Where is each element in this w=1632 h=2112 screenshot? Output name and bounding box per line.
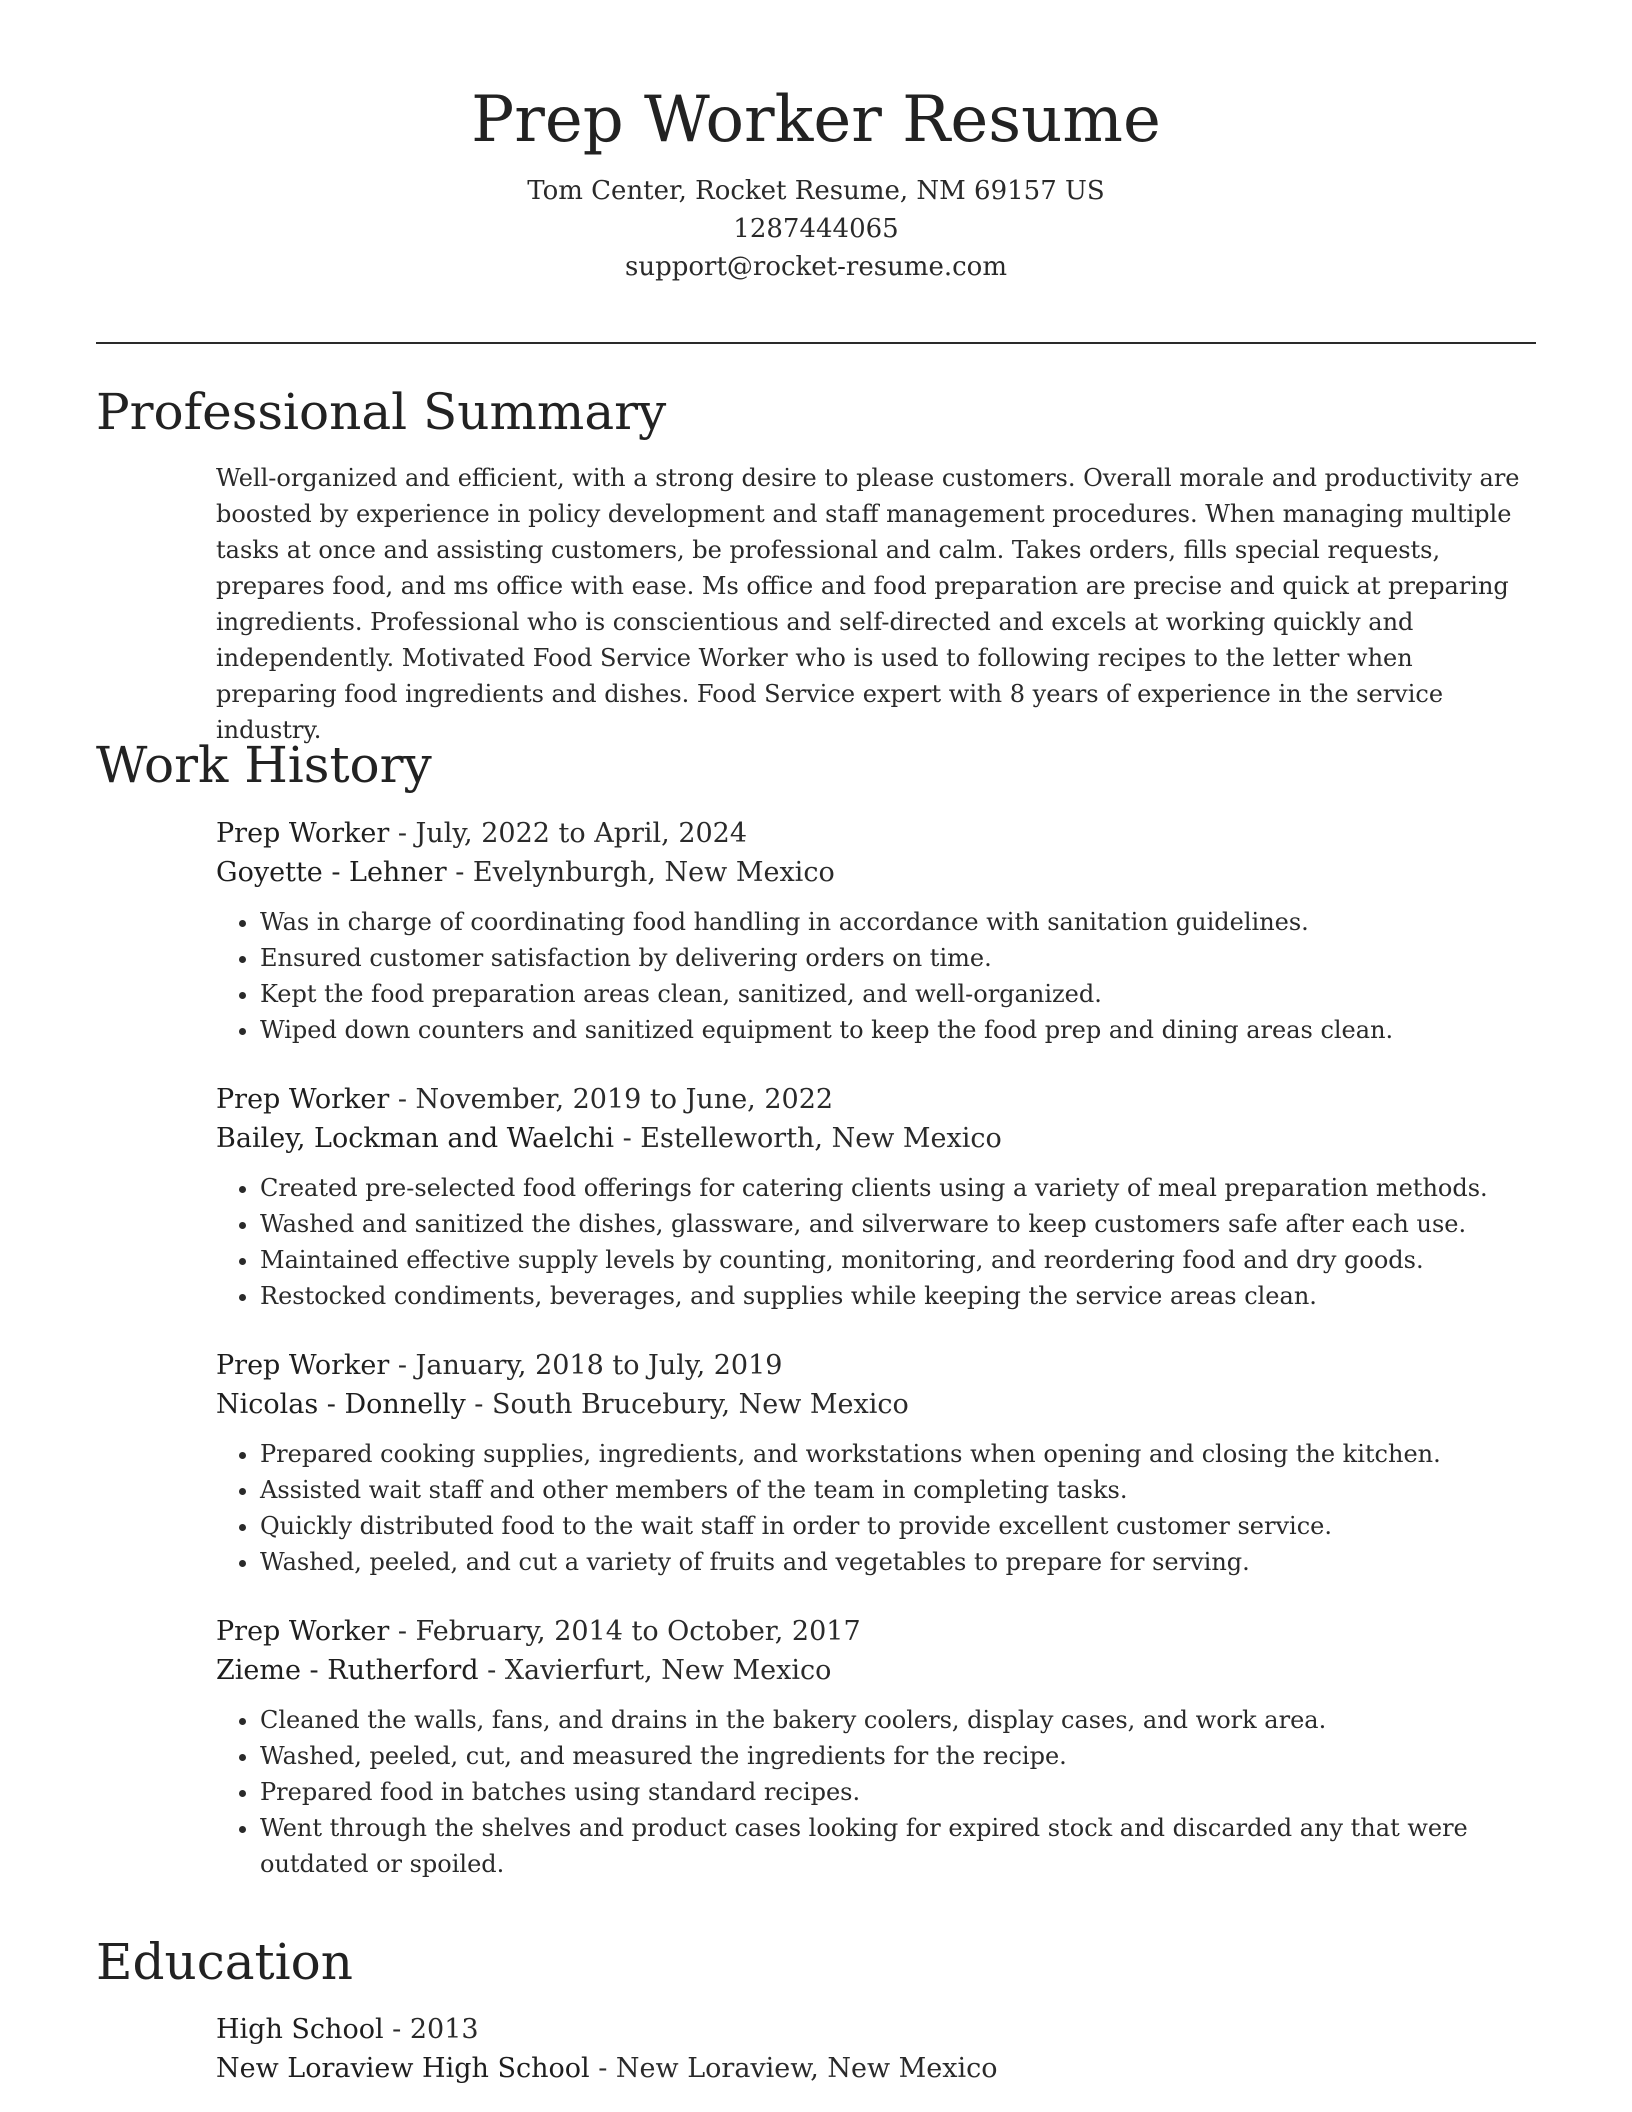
education-school-line [216,2049,1532,2088]
job-duties-list [216,904,1532,1048]
contact-info [96,172,1536,286]
job-company: Nicolas - Donnelly [216,1389,466,1420]
education-section [216,2010,1532,2088]
job-company-line [216,853,1532,892]
job-duty: • Prepared food in batches using standard recipes. [260,1774,1532,1810]
job-entry [216,1346,1532,1580]
job-dates: - February, 2014 to October, 2017 [389,1616,861,1647]
job-duty: • Wiped down counters and sanitized equipment to keep the food prep and dining areas clean. [260,1012,1532,1048]
job-duties-list [216,1170,1532,1314]
job-title: Prep Worker [216,1616,390,1647]
job-duties-list [216,1702,1532,1882]
page-title: Prep Worker Resume [471,83,1161,157]
job-duty: • Washed and sanitized the dishes, glassware, and silverware to keep customers safe after each use. [260,1206,1532,1242]
job-duty: • Cleaned the walls, fans, and drains in the bakery coolers, display cases, and work area. [260,1702,1532,1738]
work-history-section [216,814,1532,1914]
job-dates: - July, 2022 to April, 2024 [389,818,748,849]
summary-section [216,460,1532,748]
education-heading: Education [96,1933,353,1991]
job-duty: • Maintained effective supply levels by counting, monitoring, and reordering food and dry goods. [260,1242,1532,1278]
job-company: Zieme - Rutherford [216,1655,479,1686]
job-duty: • Created pre-selected food offerings for catering clients using a variety of meal preparation methods. [260,1170,1532,1206]
job-dates: - January, 2018 to July, 2019 [389,1350,783,1381]
job-company-line [216,1385,1532,1424]
job-duty: • Washed, peeled, and cut a variety of fruits and vegetables to prepare for serving. [260,1544,1532,1580]
job-duty: • Was in charge of coordinating food handling in accordance with sanitation guidelines. [260,904,1532,940]
summary-text: Well-organized and efficient, with a strong desire to please customers. Overall morale and productivity are boosted by experience in policy development and staff management procedures. When managing multiple tasks at once and assisting customers, be professional and calm. Takes orders, fills special requests, prepares food, and ms office with ease. Ms office and food preparation are precise and quick at preparing ingredients. Professional who is conscientious and self-directed and excels at working quickly and independently. Motivated Food Service Worker who is used to following recipes to the letter when preparing food ingredients and dishes. Food Service expert with 8 years of experience in the service industry. [216,464,1520,744]
job-duty: • Assisted wait staff and other members of the team in completing tasks. [260,1472,1532,1508]
job-duty: • Went through the shelves and product cases looking for expired stock and discarded any that were outdated or spoiled. [260,1810,1532,1882]
job-duty: • Quickly distributed food to the wait staff in order to provide excellent customer service. [260,1508,1532,1544]
job-company-line [216,1119,1532,1158]
education-year: - 2013 [383,2014,479,2045]
job-title-line [216,1080,1532,1119]
job-company: Bailey, Lockman and Waelchi [216,1123,614,1154]
job-title: Prep Worker [216,1350,390,1381]
contact-email: support@rocket-resume.com [624,252,1007,282]
job-location: - South Brucebury, New Mexico [465,1389,909,1420]
job-title-line [216,1346,1532,1385]
summary-heading: Professional Summary [96,383,667,441]
resume-header [96,78,1536,286]
job-company: Goyette - Lehner [216,857,447,888]
job-location: - Xavierfurt, New Mexico [478,1655,832,1686]
job-entry [216,814,1532,1048]
job-duty: • Prepared cooking supplies, ingredients, and workstations when opening and closing the kitchen. [260,1436,1532,1472]
job-location: - Evelynburgh, New Mexico [446,857,835,888]
job-entry [216,1080,1532,1314]
job-dates: - November, 2019 to June, 2022 [389,1084,834,1115]
education-location: - New Loraview, New Mexico [589,2053,998,2084]
job-title-line [216,814,1532,853]
job-title: Prep Worker [216,818,390,849]
job-entry [216,1612,1532,1882]
job-title-line [216,1612,1532,1651]
job-duty: • Restocked condiments, beverages, and supplies while keeping the service areas clean. [260,1278,1532,1314]
job-title: Prep Worker [216,1084,390,1115]
job-duty: • Washed, peeled, cut, and measured the ingredients for the recipe. [260,1738,1532,1774]
education-degree: High School [216,2014,384,2045]
education-degree-line [216,2010,1532,2049]
education-school: New Loraview High School [216,2053,590,2084]
work-history-heading: Work History [96,736,432,794]
job-location: - Estelleworth, New Mexico [613,1123,1002,1154]
header-divider [96,342,1536,344]
contact-phone: 1287444065 [733,214,899,244]
job-duties-list [216,1436,1532,1580]
job-company-line [216,1651,1532,1690]
job-duty: • Kept the food preparation areas clean, sanitized, and well-organized. [260,976,1532,1012]
job-duty: • Ensured customer satisfaction by delivering orders on time. [260,940,1532,976]
contact-address: Tom Center, Rocket Resume, NM 69157 US [527,176,1105,206]
